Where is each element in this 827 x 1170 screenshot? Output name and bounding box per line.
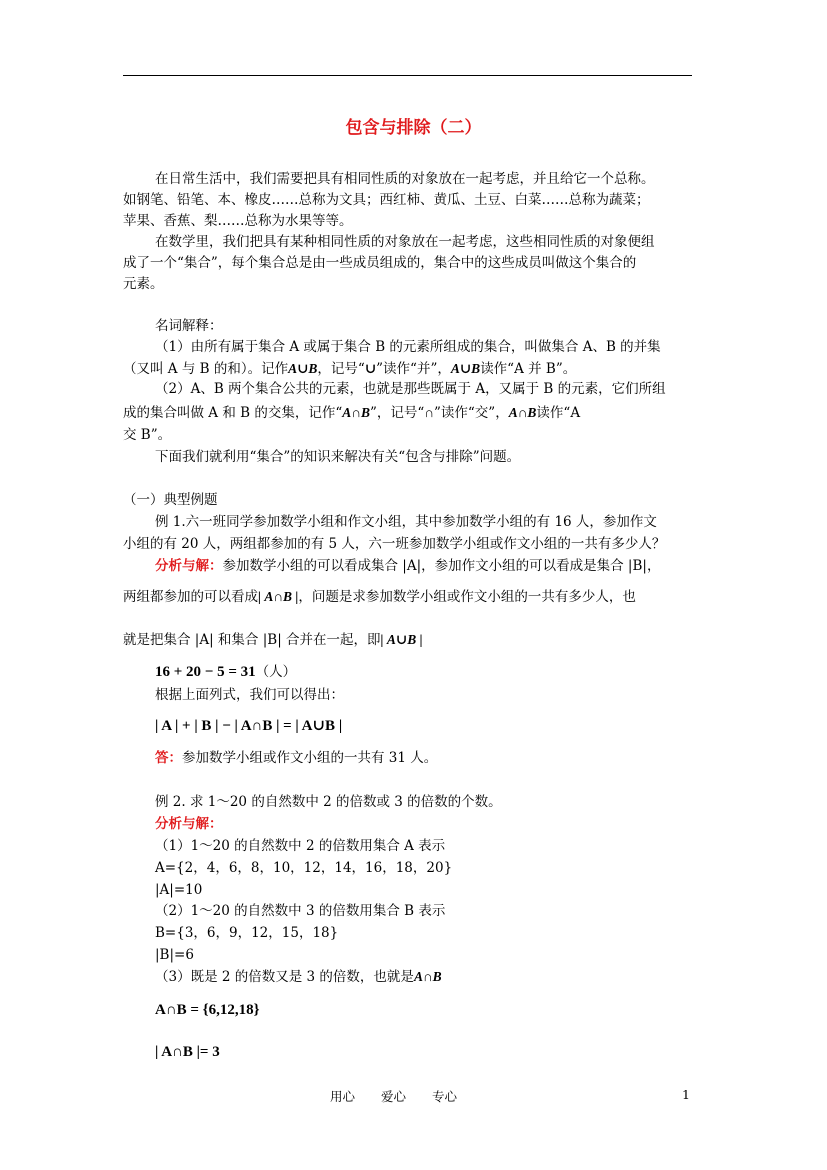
union-def-text: ，记号“: [317, 361, 365, 377]
paragraph-line: 在数学里，我们把具有某种相同性质的对象放在一起考虑，这些相同性质的对象便组: [155, 234, 655, 250]
analysis-text: 两组都参加的可以看成: [123, 589, 258, 605]
step-text: （3）既是 2 的倍数又是 3 的倍数，也就是: [155, 969, 414, 985]
terms-heading: 名词解释：: [155, 318, 223, 334]
union-expression: | A∪B |: [380, 632, 423, 647]
intersection-expression: A∩B: [342, 405, 370, 420]
example1-analysis: [123, 633, 423, 648]
answer-label: 答：: [155, 750, 182, 766]
example2-step: （2）1～20 的自然数中 3 的倍数用集合 B 表示: [155, 903, 446, 919]
analysis-label: 分析与解：: [155, 816, 223, 832]
inter-def-text: ”读作“交”，: [433, 405, 509, 421]
example1-answer: [155, 752, 437, 766]
inter-def-text: ”，记号“: [369, 405, 425, 421]
set-b: B={3，6，9，12，15，18}: [155, 925, 339, 941]
union-expression: A∪B: [288, 361, 318, 376]
example2-step: （1）1～20 的自然数中 2 的倍数用集合 A 表示: [155, 838, 446, 854]
intersection-set: A∩B = {6,12,18}: [155, 1002, 260, 1018]
header-rule: [123, 75, 692, 76]
calculation-expression: 16 + 20 − 5 = 31: [155, 664, 256, 680]
transition-text: 下面我们就利用“集合”的知识来解决有关“包含与排除”问题。: [155, 449, 521, 465]
analysis-label: 分析与解：: [155, 558, 223, 574]
page-number: 1: [682, 1087, 690, 1102]
inclusion-exclusion-formula: | A | + | B | − | A∩B | = | A∪B |: [155, 718, 343, 734]
section-heading: （一）典型例题: [123, 492, 218, 508]
union-def-text: 读作“A 并 B”。: [480, 361, 577, 377]
analysis-text: 就是把集合 |A| 和集合 |B| 合并在一起，即: [123, 632, 381, 648]
intersection-expression: A∩B: [508, 405, 537, 420]
paragraph-line: 成了一个“集合”，每个集合总是由一些成员组成的，集合中的这些成员叫做这个集合的: [123, 255, 637, 271]
formula-intro: 根据上面列式，我们可以得出：: [155, 687, 344, 703]
example2-question: 例 2. 求 1～20 的自然数中 2 的倍数或 3 的倍数的个数。: [155, 794, 502, 810]
paragraph-line: 如钢笔、铅笔、本、橡皮……总称为文具；西红柿、黄瓜、土豆、白菜……总称为蔬菜；: [123, 192, 650, 208]
example2-step: [155, 970, 442, 985]
set-b-size: |B|=6: [155, 947, 194, 963]
analysis-text: ，问题是求参加数学小组或作文小组的一共有多少人，也: [298, 589, 636, 605]
calculation-unit: （人）: [255, 664, 297, 680]
example1-calculation: [155, 665, 296, 680]
intersection-expression: A∩B: [413, 969, 442, 984]
inter-def-line1: （2）A、B 两个集合公共的元素，也就是那些既属于 A，又属于 B 的元素，它们所组: [155, 381, 666, 397]
union-def-line2: [123, 362, 576, 377]
example1-analysis: [123, 590, 636, 605]
footer-text: 专心: [432, 1089, 458, 1104]
union-symbol: ∪: [364, 361, 377, 376]
paragraph-line: 在日常生活中，我们需要把具有相同性质的对象放在一起考虑，并且给它一个总称。: [155, 171, 655, 187]
inter-def-text: 读作“A: [536, 405, 581, 421]
answer-text: 参加数学小组或作文小组的一共有 31 人。: [182, 750, 438, 766]
intersection-size: | A∩B |= 3: [155, 1044, 220, 1060]
union-def-line1: （1）由所有属于集合 A 或属于集合 B 的元素所组成的集合，叫做集合 A、B 的并集: [155, 339, 661, 355]
paragraph-line: 苹果、香蕉、梨……总称为水果等等。: [123, 213, 353, 229]
union-def-text: ”读作“并”，: [376, 361, 451, 377]
example1-question: 例 1.六一班同学参加数学小组和作文小组，其中参加数学小组的有 16 人，参加作文: [155, 514, 657, 530]
inter-def-text: 成的集合叫做 A 和 B 的交集，记作“: [123, 405, 343, 421]
footer-text: 用心: [330, 1089, 356, 1104]
union-expression: A∪B: [450, 361, 481, 376]
intersection-symbol: ∩: [424, 405, 434, 420]
inter-def-line2: [123, 406, 580, 421]
page-title: 包含与排除（二）: [345, 118, 482, 138]
analysis-text: 参加数学小组的可以看成集合 |A|，参加作文小组的可以看成是集合 |B|，: [222, 558, 661, 574]
set-a: A={2，4，6，8，10，12，14，16，18，20}: [155, 860, 453, 876]
union-def-text: （又叫 A 与 B 的和）。记作: [123, 361, 289, 377]
footer-text: 爱心: [381, 1089, 407, 1104]
intersection-expression: | A∩B |: [258, 589, 299, 604]
paragraph-line: 元素。: [123, 276, 164, 292]
inter-def-line3: 交 B”。: [123, 427, 172, 443]
example1-analysis: [155, 560, 660, 574]
set-a-size: |A|=10: [155, 882, 203, 898]
example1-question: 小组的有 20 人，两组都参加的有 5 人，六一班参加数学小组或作文小组的一共有多少人？: [123, 536, 666, 552]
